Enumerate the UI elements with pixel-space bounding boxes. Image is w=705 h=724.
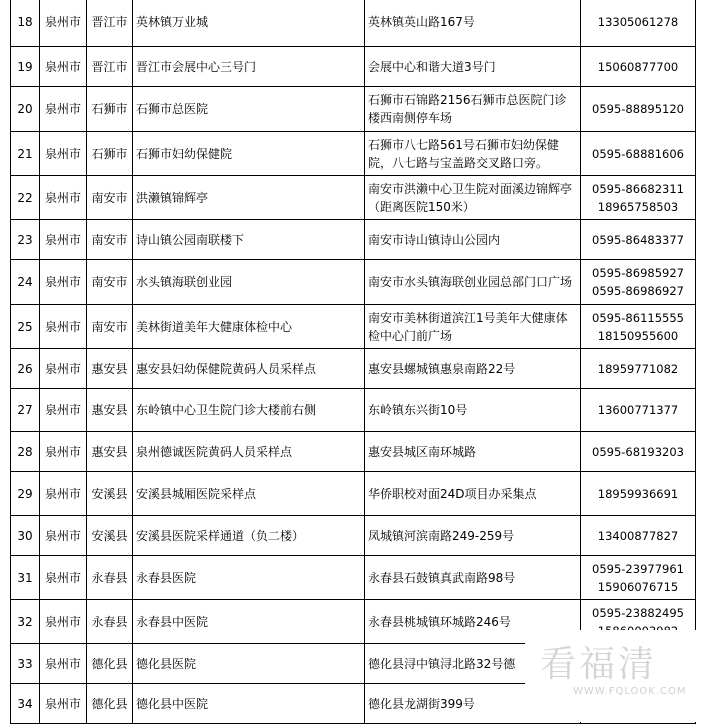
address-cell: 会展中心和谐大道3号门: [365, 47, 581, 87]
phone-number: 18965758503: [597, 199, 679, 214]
phone-cell: [581, 516, 696, 556]
county-cell: 石狮市: [87, 87, 133, 132]
city-cell: 泉州市: [40, 684, 87, 724]
phone-number: 0595-86682311: [592, 181, 684, 196]
phone-number: 13600771377: [597, 403, 679, 417]
row-number: 26: [11, 349, 40, 389]
county-cell: 南安市: [87, 220, 133, 260]
site-name-cell: 水头镇海联创业园: [133, 260, 365, 305]
phone-number: 13305061278: [597, 15, 679, 29]
address-cell: 石狮市八七路561号石狮市妇幼保健院，八七路与宝盖路交叉路口旁。: [365, 132, 581, 176]
city-cell: 泉州市: [40, 305, 87, 349]
row-number: 24: [11, 260, 40, 305]
phone-number: 0595-68881606: [592, 146, 684, 161]
phone-number: 0595-86985927: [592, 266, 684, 280]
phone-number: 13400877827: [597, 528, 679, 543]
address-cell: 南安市洪濑中心卫生院对面溪边锦辉亭（距离医院150米）: [365, 176, 581, 220]
address-cell: 永春县桃城镇环城路246号: [365, 600, 581, 644]
phone-cell: [581, 389, 696, 432]
table-row: [11, 349, 696, 389]
table-body: [11, 0, 696, 724]
phone-cell: [581, 87, 696, 132]
county-cell: 石狮市: [87, 132, 133, 176]
row-number: 20: [11, 87, 40, 132]
phone-number: 0595-23882495: [592, 605, 684, 620]
site-name-cell: 安溪县城厢医院采样点: [133, 472, 365, 516]
phone-cell: [581, 260, 696, 305]
county-cell: 南安市: [87, 260, 133, 305]
row-number: 22: [11, 176, 40, 220]
address-cell: 华侨职校对面24D项目办采集点: [365, 472, 581, 516]
city-cell: 泉州市: [40, 600, 87, 644]
phone-number: 18959936691: [597, 486, 679, 501]
table-row: [11, 389, 696, 432]
county-cell: 永春县: [87, 556, 133, 600]
city-cell: 泉州市: [40, 176, 87, 220]
city-cell: 泉州市: [40, 389, 87, 432]
site-name-cell: 英林镇万业城: [133, 0, 365, 47]
address-cell: 惠安县城区南环城路: [365, 432, 581, 472]
site-name-cell: 晋江市会展中心三号门: [133, 47, 365, 87]
phone-cell: [581, 220, 696, 260]
county-cell: 安溪县: [87, 516, 133, 556]
site-name-cell: 石狮市总医院: [133, 87, 365, 132]
site-name-cell: 惠安县妇幼保健院黄码人员采样点: [133, 349, 365, 389]
row-number: 34: [11, 684, 40, 724]
phone-cell: [581, 305, 696, 349]
table-row: [11, 432, 696, 472]
row-number: 23: [11, 220, 40, 260]
city-cell: 泉州市: [40, 132, 87, 176]
table-row: [11, 132, 696, 176]
address-cell: 惠安县螺城镇惠泉南路22号: [365, 349, 581, 389]
county-cell: 永春县: [87, 600, 133, 644]
city-cell: 泉州市: [40, 0, 87, 47]
county-cell: 惠安县: [87, 349, 133, 389]
county-cell: 晋江市: [87, 0, 133, 47]
city-cell: 泉州市: [40, 260, 87, 305]
address-cell: 石狮市石锦路2156石狮市总医院门诊楼西南侧停车场: [365, 87, 581, 132]
city-cell: 泉州市: [40, 349, 87, 389]
row-number: 28: [11, 432, 40, 472]
table-row: [11, 220, 696, 260]
row-number: 32: [11, 600, 40, 644]
city-cell: 泉州市: [40, 644, 87, 684]
address-cell: 德化县龙湖街399号: [365, 684, 581, 724]
table-row: [11, 260, 696, 305]
site-name-cell: 德化县中医院: [133, 684, 365, 724]
site-name-cell: 永春县医院: [133, 556, 365, 600]
row-number: 18: [11, 0, 40, 47]
phone-number: 0595-86986927: [592, 284, 684, 298]
phone-number: 0595-23977961: [592, 561, 684, 576]
address-cell: 英林镇英山路167号: [365, 0, 581, 47]
table-row: [11, 87, 696, 132]
city-cell: 泉州市: [40, 472, 87, 516]
city-cell: 泉州市: [40, 556, 87, 600]
phone-number: 0595-86115555: [592, 310, 684, 325]
site-name-cell: 石狮市妇幼保健院: [133, 132, 365, 176]
site-name-cell: 美林街道美年大健康体检中心: [133, 305, 365, 349]
city-cell: 泉州市: [40, 47, 87, 87]
county-cell: 惠安县: [87, 389, 133, 432]
phone-number: 15060877700: [597, 59, 679, 74]
city-cell: 泉州市: [40, 87, 87, 132]
address-cell: 德化县浔中镇浔北路32号德: [365, 644, 581, 684]
phone-cell: [581, 176, 696, 220]
county-cell: 德化县: [87, 644, 133, 684]
row-number: 25: [11, 305, 40, 349]
row-number: 33: [11, 644, 40, 684]
table-row: [11, 516, 696, 556]
phone-cell: [581, 132, 696, 176]
row-number: 31: [11, 556, 40, 600]
city-cell: 泉州市: [40, 220, 87, 260]
watermark-url: WWW.FQLOOK.COM: [573, 686, 687, 697]
phone-number: 15906076715: [597, 579, 679, 594]
testing-sites-table: [10, 0, 696, 724]
phone-number: 18150955600: [597, 328, 679, 343]
phone-number: 0595-86483377: [592, 232, 684, 247]
phone-cell: [581, 432, 696, 472]
phone-number: 0595-68193203: [592, 444, 684, 459]
address-cell: 凤城镇河滨南路249-259号: [365, 516, 581, 556]
county-cell: 晋江市: [87, 47, 133, 87]
table-row: [11, 305, 696, 349]
row-number: 30: [11, 516, 40, 556]
phone-number: 0595-88895120: [592, 102, 684, 116]
county-cell: 安溪县: [87, 472, 133, 516]
address-cell: 南安市水头镇海联创业园总部门口广场: [365, 260, 581, 305]
site-name-cell: 德化县医院: [133, 644, 365, 684]
address-cell: 南安市诗山镇诗山公园内: [365, 220, 581, 260]
row-number: 27: [11, 389, 40, 432]
row-number: 19: [11, 47, 40, 87]
site-name-cell: 诗山镇公园南联楼下: [133, 220, 365, 260]
table-row: [11, 472, 696, 516]
site-name-cell: 洪濑镇锦辉亭: [133, 176, 365, 220]
city-cell: 泉州市: [40, 516, 87, 556]
site-name-cell: 安溪县医院采样通道（负二楼）: [133, 516, 365, 556]
phone-cell: [581, 472, 696, 516]
table-row: [11, 47, 696, 87]
row-number: 29: [11, 472, 40, 516]
phone-cell: [581, 556, 696, 600]
table-row: [11, 556, 696, 600]
city-cell: 泉州市: [40, 432, 87, 472]
watermark-title: 看福清: [540, 644, 658, 685]
site-name-cell: 泉州德诚医院黄码人员采样点: [133, 432, 365, 472]
county-cell: 南安市: [87, 176, 133, 220]
table-row: [11, 176, 696, 220]
row-number: 21: [11, 132, 40, 176]
site-name-cell: 永春县中医院: [133, 600, 365, 644]
county-cell: 南安市: [87, 305, 133, 349]
watermark: [525, 630, 705, 722]
address-cell: 永春县石鼓镇真武南路98号: [365, 556, 581, 600]
address-cell: 南安市美林街道滨江1号美年大健康体检中心门前广场: [365, 305, 581, 349]
phone-cell: [581, 47, 696, 87]
phone-number: 18959771082: [597, 361, 679, 376]
table-row: [11, 0, 696, 47]
site-name-cell: 东岭镇中心卫生院门诊大楼前右侧: [133, 389, 365, 432]
phone-cell: [581, 0, 696, 47]
phone-cell: [581, 349, 696, 389]
county-cell: 惠安县: [87, 432, 133, 472]
address-cell: 东岭镇东兴街10号: [365, 389, 581, 432]
county-cell: 德化县: [87, 684, 133, 724]
